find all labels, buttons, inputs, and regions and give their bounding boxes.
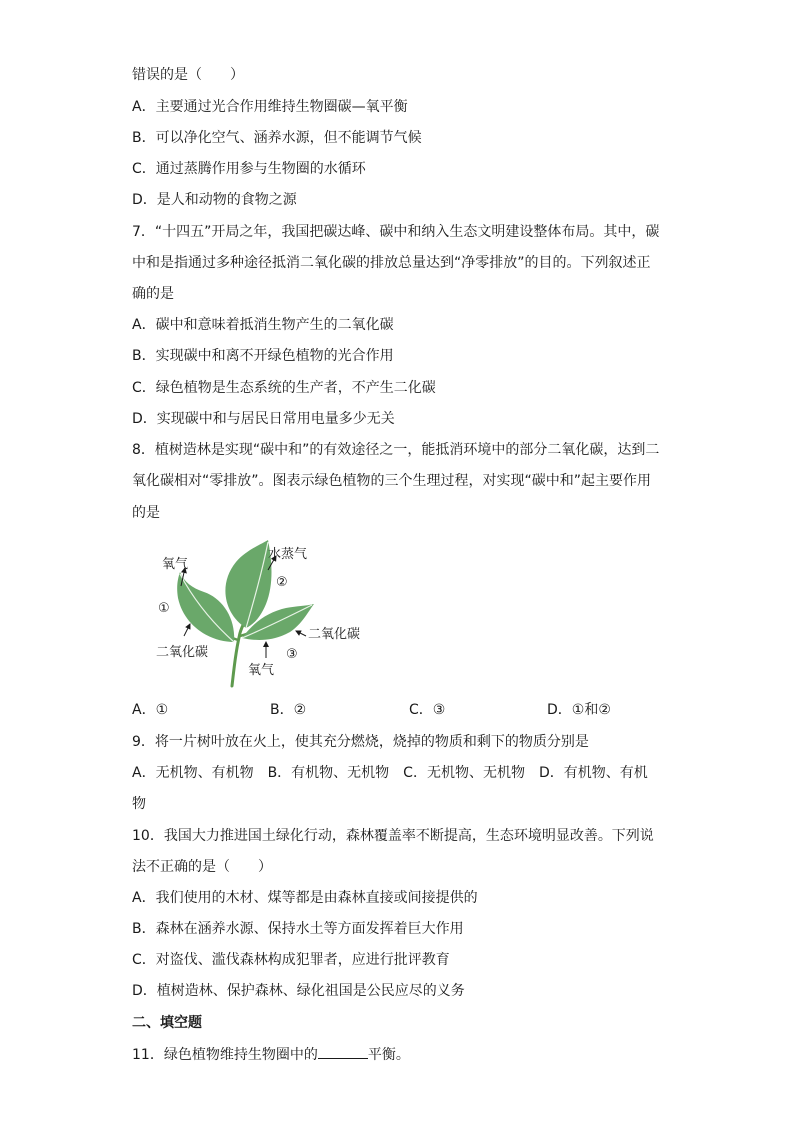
label-co2-right: 二氧化碳 bbox=[308, 627, 361, 642]
q11 bbox=[132, 1044, 410, 1065]
q7-stem-line3: 确的是 bbox=[132, 286, 174, 302]
q7-option-c[interactable]: C．绿色植物是生态系统的生产者，不产生二化碳 bbox=[132, 380, 436, 396]
label-n1: ① bbox=[158, 601, 170, 616]
label-water-vapor: 水蒸气 bbox=[268, 547, 308, 562]
q6-option-c[interactable]: C．通过蒸腾作用参与生物圈的水循环 bbox=[132, 161, 366, 177]
q10-option-d[interactable]: D．植树造林、保护森林、绿化祖国是公民应尽的义务 bbox=[132, 983, 465, 999]
q10-option-b[interactable]: B．森林在涵养水源、保持水土等方面发挥着巨大作用 bbox=[132, 921, 464, 937]
q8-stem-line3: 的是 bbox=[132, 505, 160, 521]
q10-option-c[interactable]: C．对盗伐、滥伐森林构成犯罪者，应进行批评教育 bbox=[132, 952, 450, 968]
q7-stem-line1: 7．“十四五”开局之年，我国把碳达峰、碳中和纳入生态文明建设整体布局。其中，碳 bbox=[132, 224, 660, 240]
q6-stem-end: 错误的是（ ） bbox=[132, 67, 244, 83]
q8-stem-line1: 8．植树造林是实现“碳中和”的有效途径之一，能抵消环境中的部分二氧化碳，达到二 bbox=[132, 442, 660, 458]
leaf-top bbox=[225, 540, 271, 628]
label-n3: ③ bbox=[286, 647, 298, 662]
label-n2: ② bbox=[276, 575, 288, 590]
q11-text-before: 11．绿色植物维持生物圈中的 bbox=[132, 1047, 318, 1063]
q7-option-b[interactable]: B．实现碳中和离不开绿色植物的光合作用 bbox=[132, 348, 394, 364]
q8-option-b[interactable]: B．② bbox=[270, 702, 307, 718]
q8-option-a[interactable]: A．① bbox=[132, 702, 169, 718]
q10-stem-line2: 法不正确的是（ ） bbox=[132, 859, 272, 875]
label-oxygen-top: 氧气 bbox=[162, 557, 189, 572]
label-oxygen-bottom: 氧气 bbox=[248, 663, 275, 678]
leaf-diagram bbox=[150, 538, 380, 690]
q9-options-wrap: 物 bbox=[132, 796, 146, 812]
q10-stem-line1: 10．我国大力推进国土绿化行动，森林覆盖率不断提高，生态环境明显改善。下列说 bbox=[132, 828, 654, 844]
q9-options[interactable]: A．无机物、有机物 B．有机物、无机物 C．无机物、无机物 D．有机物、有机 bbox=[132, 765, 648, 781]
q6-option-b[interactable]: B．可以净化空气、涵养水源，但不能调节气候 bbox=[132, 130, 422, 146]
q7-stem-line2: 中和是指通过多种途径抵消二氧化碳的排放总量达到“净零排放”的目的。下列叙述正 bbox=[132, 255, 651, 271]
q6-option-d[interactable]: D．是人和动物的食物之源 bbox=[132, 192, 297, 208]
q8-option-d[interactable]: D．①和② bbox=[547, 702, 611, 718]
label-co2-left: 二氧化碳 bbox=[156, 645, 209, 660]
arrow-co2-left bbox=[184, 624, 190, 636]
q11-text-after: 平衡。 bbox=[367, 1047, 410, 1063]
q10-option-a[interactable]: A．我们使用的木材、煤等都是由森林直接或间接提供的 bbox=[132, 890, 478, 906]
q8-stem-line2: 氧化碳相对“零排放”。图表示绿色植物的三个生理过程，对实现“碳中和”起主要作用 bbox=[132, 473, 652, 489]
q8-option-c[interactable]: C．③ bbox=[409, 702, 446, 718]
q9-stem: 9．将一片树叶放在火上，使其充分燃烧，烧掉的物质和剩下的物质分别是 bbox=[132, 734, 589, 750]
q11-blank[interactable] bbox=[318, 1044, 368, 1059]
leaf-diagram-svg bbox=[150, 538, 380, 690]
q7-option-d[interactable]: D．实现碳中和与居民日常用电量多少无关 bbox=[132, 411, 395, 427]
q7-option-a[interactable]: A．碳中和意味着抵消生物产生的二氧化碳 bbox=[132, 317, 394, 333]
q6-option-a[interactable]: A．主要通过光合作用维持生物圈碳—氧平衡 bbox=[132, 99, 408, 115]
section-title-fill-in: 二、填空题 bbox=[132, 1015, 202, 1031]
arrow-co2-right bbox=[296, 631, 306, 636]
